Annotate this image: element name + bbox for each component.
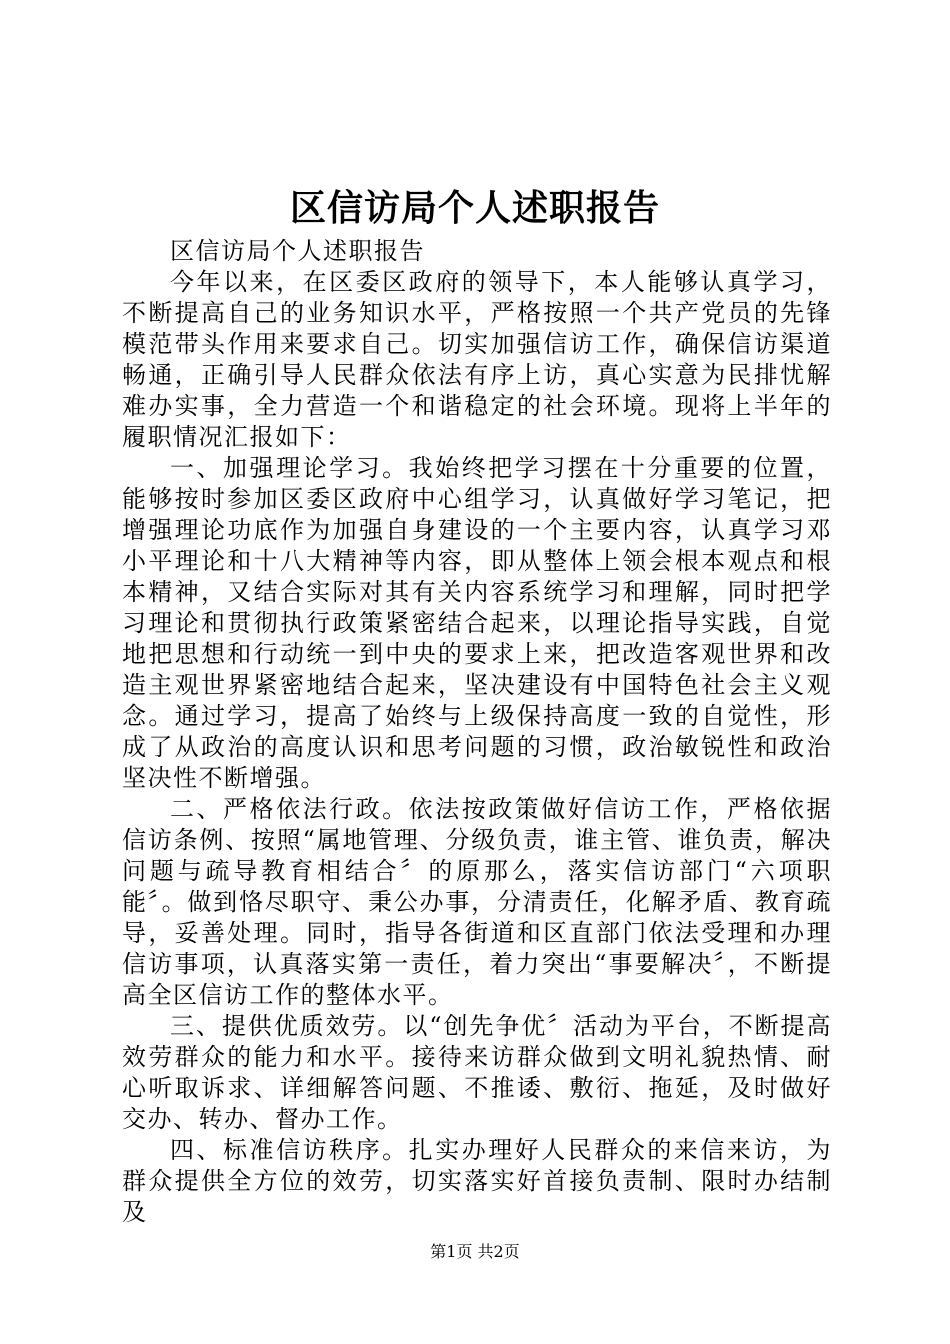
document-body [122, 236, 832, 1228]
section-4-paragraph: 四、标准信访秩序。扎实办理好人民群众的来信来访，为群众提供全方位的效劳，切实落实好首接负责制、限时办结制及 [122, 1136, 832, 1226]
intro-paragraph: 今年以来，在区委区政府的领导下，本人能够认真学习，不断提高自己的业务知识水平，严格按照一个共产党员的先锋模范带头作用来要求自己。切实加强信访工作，确保信访渠道畅通，正确引导人民群众依法有序上访，真心实意为民排忧解难办实事，全力营造一个和谐稳定的社会环境。现将上半年的履职情况汇报如下： [122, 268, 832, 451]
page-number-footer: 第1页 共2页 [430, 1242, 520, 1261]
subtitle-paragraph: 区信访局个人述职报告 [170, 237, 425, 265]
section-1-paragraph: 一、加强理论学习。我始终把学习摆在十分重要的位置，能够按时参加区委区政府中心组学习，认真做好学习笔记，把增强理论功底作为加强自身建设的一个主要内容，认真学习邓小平理论和十八大精神等内容，即从整体上领会根本观点和根本精神，又结合实际对其有关内容系统学习和理解，同时把学习理论和贯彻执行政策紧密结合起来，以理论指导实践，自觉地把思想和行动统一到中央的要求上来，把改造客观世界和改造主观世界紧密地结合起来，坚决建设有中国特色社会主义观念。通过学习，提高了始终与上级保持高度一致的自觉性，形成了从政治的高度认识和思考问题的习惯，政治敏锐性和政治坚决性不断增强。 [122, 454, 832, 792]
section-3-paragraph: 三、提供优质效劳。以“创先争优〞活动为平台，不断提高效劳群众的能力和水平。接待来访群众做到文明礼貌热情、耐心听取诉求、详细解答问题、不推诿、敷衍、拖延，及时做好交办、转办、督办工作。 [122, 1012, 832, 1133]
section-2-paragraph: 二、严格依法行政。依法按政策做好信访工作，严格依据信访条例、按照“属地管理、分级负责，谁主管、谁负责，解决问题与疏导教育相结合〞的原那么，落实信访部门“六项职能〞。做到恪尽职守、秉公办事，分清责任，化解矛盾、教育疏导，妥善处理。同时，指导各街道和区直部门依法受理和办理信访事项，认真落实第一责任，着力突出“事要解决〞，不断提高全区信访工作的整体水平。 [122, 795, 832, 1009]
document-title: 区信访局个人述职报告 [289, 187, 660, 229]
